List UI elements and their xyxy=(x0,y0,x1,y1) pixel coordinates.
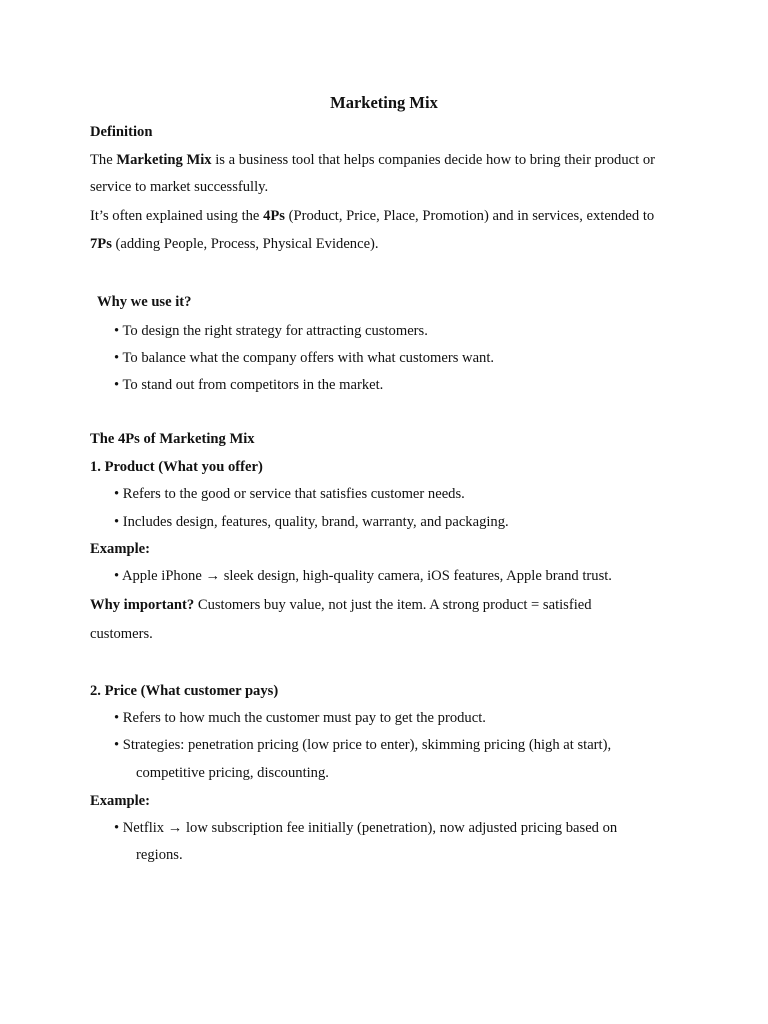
product-bullet: • Refers to the good or service that satisfies customer needs. xyxy=(114,486,465,502)
text-run: (adding People, Process, Physical Evidence). xyxy=(111,236,379,252)
product-heading: 1. Product (What you offer) xyxy=(90,459,263,475)
why-bullet: • To stand out from competitors in the market. xyxy=(114,377,384,393)
why-bullet: • To balance what the company offers with what customers want. xyxy=(114,350,495,366)
7ps-term: 7Ps xyxy=(90,236,112,252)
definition-heading: Definition xyxy=(90,124,153,140)
product-why-important-line-2: customers. xyxy=(90,626,153,642)
4ps-term: 4Ps xyxy=(263,208,285,224)
text-run: The xyxy=(90,152,117,168)
text-run: It’s often explained using the xyxy=(90,208,264,224)
product-example: • Apple iPhone → sleek design, high-quality camera, iOS features, Apple brand trust. xyxy=(114,568,612,584)
product-example-label: Example: xyxy=(90,541,150,557)
definition-paragraph-2-line-1 xyxy=(90,209,654,224)
price-example: • Netflix → low subscription fee initially (penetration), now adjusted pricing based on xyxy=(114,820,618,836)
product-bullet: • Includes design, features, quality, brand, warranty, and packaging. xyxy=(114,514,509,530)
definition-paragraph-1-line-2: service to market successfully. xyxy=(90,179,269,195)
product-why-important-line-1 xyxy=(90,598,592,613)
price-example-continuation: regions. xyxy=(136,847,183,863)
why-heading: Why we use it? xyxy=(97,294,192,310)
definition-paragraph-2-line-2 xyxy=(90,237,379,252)
text-run: is a business tool that helps companies decide how to bring their product or xyxy=(211,152,655,168)
why-important-label: Why important? xyxy=(90,597,195,613)
4ps-heading: The 4Ps of Marketing Mix xyxy=(90,431,255,447)
definition-paragraph-1-line-1 xyxy=(90,153,655,168)
price-bullet-continuation: competitive pricing, discounting. xyxy=(136,765,329,781)
why-bullet: • To design the right strategy for attracting customers. xyxy=(114,323,428,339)
text-run: Customers buy value, not just the item. A strong product = satisfied xyxy=(194,597,592,613)
text-run: (Product, Price, Place, Promotion) and in services, extended to xyxy=(284,208,655,224)
marketing-mix-term: Marketing Mix xyxy=(116,152,212,168)
page-title: Marketing Mix xyxy=(330,93,438,112)
price-bullet: • Refers to how much the customer must pay to get the product. xyxy=(114,710,486,726)
price-heading: 2. Price (What customer pays) xyxy=(90,683,279,699)
price-bullet: • Strategies: penetration pricing (low price to enter), skimming pricing (high at start), xyxy=(114,737,612,753)
price-example-label: Example: xyxy=(90,793,150,809)
